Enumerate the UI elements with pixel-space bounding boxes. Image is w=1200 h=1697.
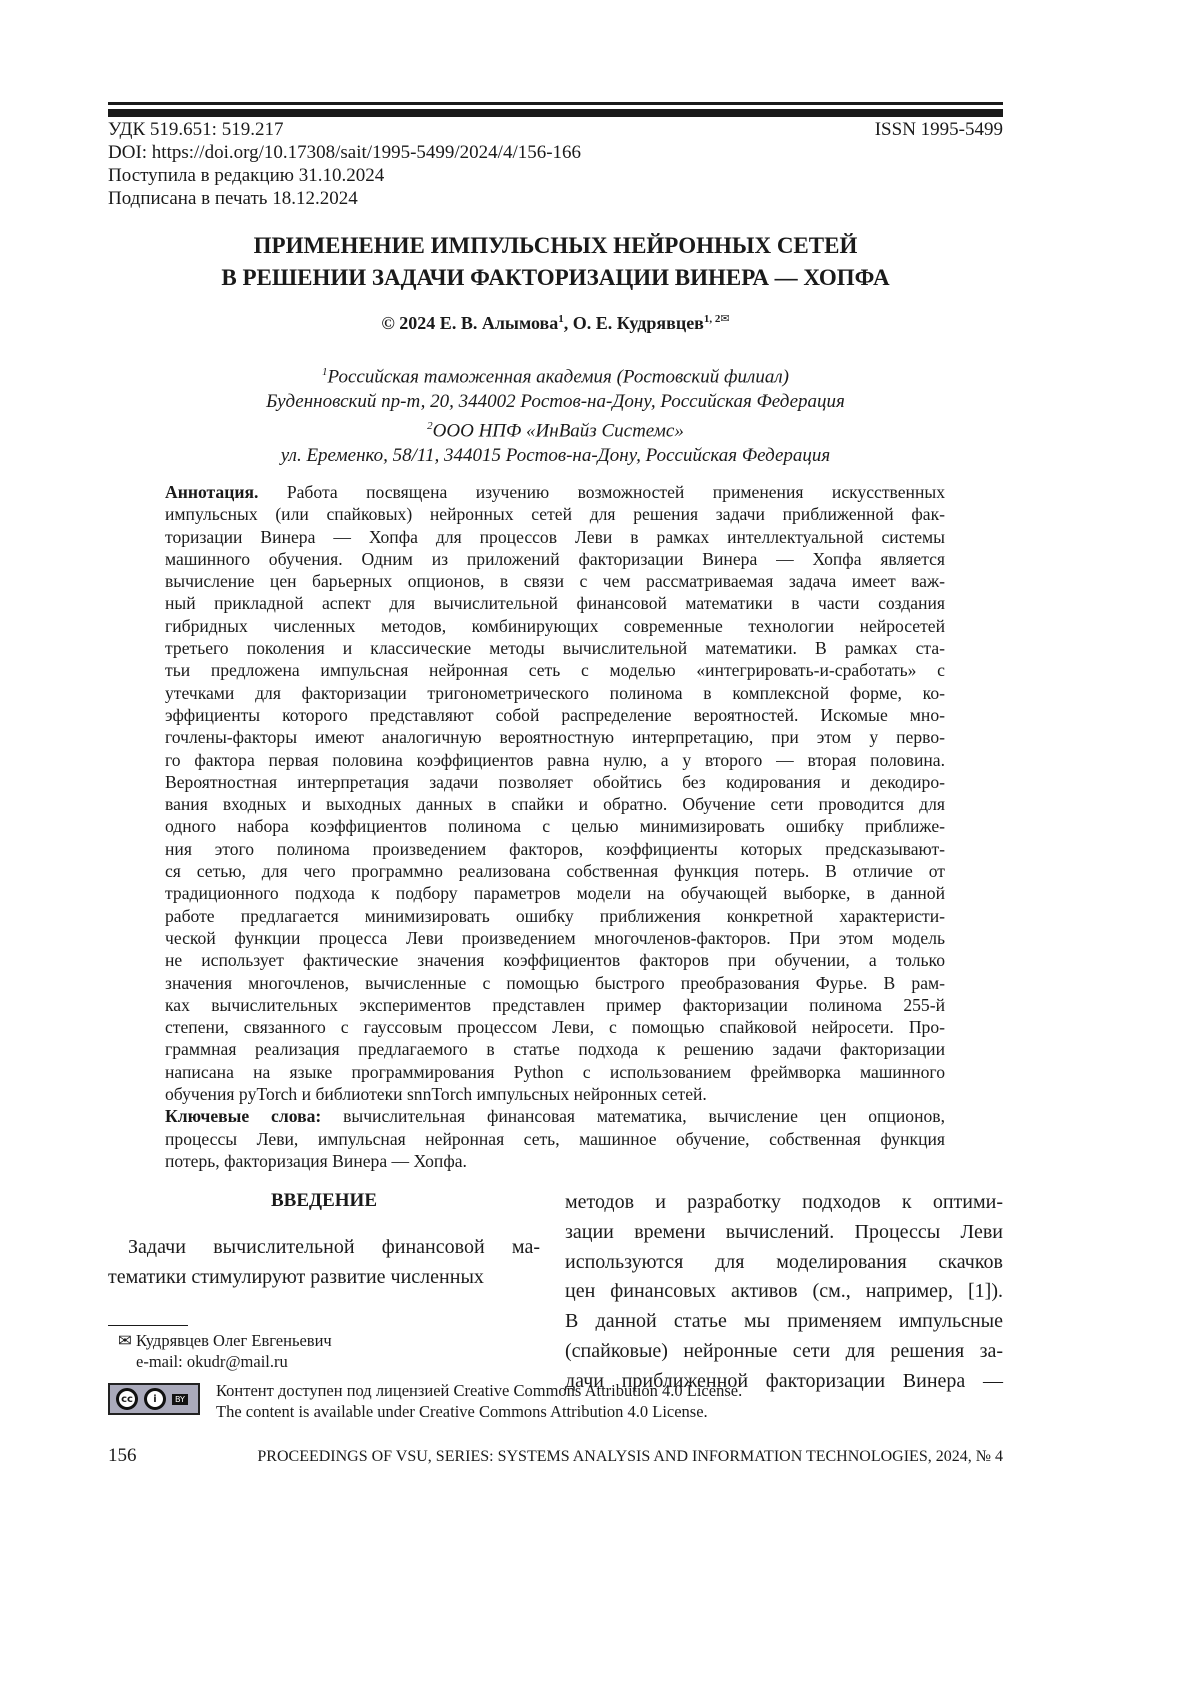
abstract-line	[165, 749, 945, 771]
license-text	[216, 1380, 742, 1422]
body-line: В данной статье мы применяем импульсные	[565, 1307, 1003, 1337]
abstract-text: Вероятностная интерпретация задачи позволяет обойтись без кодирования и декодиро-	[165, 772, 945, 792]
affiliation-ref: 1	[558, 313, 564, 325]
keywords-line	[165, 1128, 945, 1150]
abstract-text: значения многочленов, вычисленные с помощью быстрого преобразования Фурье. В рам-	[165, 973, 945, 993]
abstract-label: Аннотация.	[165, 482, 258, 502]
body-line: используются для моделирования скачков	[565, 1248, 1003, 1278]
abstract-text: ный прикладной аспект для вычислительной финансовой математики в части создания	[165, 593, 945, 613]
abstract-line	[165, 927, 945, 949]
abstract-text: обучения pyTorch и библиотеки snnTorch импульсных нейронных сетей.	[165, 1084, 707, 1104]
abstract-text: вания входных и выходных данных в спайки и обратно. Обучение сети проводится для	[165, 794, 945, 814]
doi-link[interactable]: DOI: https://doi.org/10.17308/sait/1995-5499/2024/4/156-166	[108, 141, 581, 164]
abstract-line	[165, 905, 945, 927]
body-line: (спайковые) нейронные сети для решения за-	[565, 1337, 1003, 1367]
license-en: The content is available under Creative Commons Attribution 4.0 License.	[216, 1401, 742, 1422]
abstract-line	[165, 592, 945, 614]
affiliation-text: Буденновский пр-т, 20, 344002 Ростов-на-Дону, Российская Федерация	[266, 391, 845, 412]
body-line: тематики стимулируют развитие численных	[108, 1263, 540, 1293]
affiliation-text: ООО НПФ «ИнВайз Системс»	[433, 421, 684, 442]
abstract-text: торизации Винера — Хопфа для процессов Леви в рамках интеллектуальной системы	[165, 527, 945, 547]
creative-commons-badge	[108, 1383, 200, 1415]
body-line: цен финансовых активов (см., например, [1]).	[565, 1277, 1003, 1307]
abstract-line	[165, 548, 945, 570]
abstract-text: ния этого полинома произведением факторов, коэффициенты которых предсказывают-	[165, 839, 945, 859]
abstract-text: тьи предложена импульсная нейронная сеть с моделью «интегрировать-и-сработать» с	[165, 660, 945, 680]
abstract-line	[165, 682, 945, 704]
journal-name: PROCEEDINGS OF VSU, SERIES: SYSTEMS ANALYSIS AND INFORMATION TECHNOLOGIES, 2024, № 4	[257, 1448, 1003, 1466]
affiliation-text: Российская таможенная академия (Ростовский филиал)	[328, 366, 789, 387]
abstract-line	[165, 1083, 945, 1105]
attribution-icon: i	[144, 1388, 166, 1410]
abstract-line	[165, 704, 945, 726]
keywords-label: Ключевые слова:	[165, 1106, 321, 1126]
cc-logo-icon: cc	[116, 1388, 138, 1410]
abstract-text: машинного обучения. Одним из приложений факторизации Винера — Хопфа является	[165, 549, 945, 569]
abstract-text: ках вычислительных экспериментов представлен пример факторизации полинома 255-й	[165, 995, 945, 1015]
affiliation-number: 2	[427, 420, 433, 432]
article-meta	[108, 118, 581, 210]
abstract-line	[165, 615, 945, 637]
abstract-line	[165, 994, 945, 1016]
abstract-line	[165, 659, 945, 681]
title-line: ПРИМЕНЕНИЕ ИМПУЛЬСНЫХ НЕЙРОННЫХ СЕТЕЙ	[108, 230, 1003, 262]
abstract-line	[165, 637, 945, 659]
keywords-text: вычислительная финансовая математика, вычисление цен опционов,	[321, 1106, 945, 1126]
udc: УДК 519.651: 519.217	[108, 118, 581, 141]
header-rule-thick	[108, 109, 1003, 117]
abstract-text: степени, связанного с гауссовым процессом Леви, с помощью спайковой нейросети. Про-	[165, 1017, 945, 1037]
license-ru: Контент доступен под лицензией Creative Commons Attribution 4.0 License.	[216, 1380, 742, 1401]
affiliations	[108, 360, 1003, 469]
abstract-line	[165, 1061, 945, 1083]
affiliation-text: ул. Еременко, 58/11, 344015 Ростов-на-Дону, Российская Федерация	[281, 445, 831, 466]
page-footer	[108, 1445, 1003, 1467]
affiliation-line	[108, 390, 1003, 415]
body-line: зации времени вычислений. Процессы Леви	[565, 1218, 1003, 1248]
abstract-line	[165, 1016, 945, 1038]
abstract-text: импульсных (или спайковых) нейронных сетей для решения задачи приближенной фак-	[165, 504, 945, 524]
author-2: , О. Е. Кудрявцев	[564, 313, 704, 333]
abstract-text: гочлены-факторы имеют аналогичную вероятностную интерпретацию, при этом у перво-	[165, 727, 945, 747]
abstract-line	[165, 860, 945, 882]
title-line: В РЕШЕНИИ ЗАДАЧИ ФАКТОРИЗАЦИИ ВИНЕРА — ХОПФА	[108, 262, 1003, 294]
footnote-rule	[108, 1325, 188, 1326]
abstract-line	[165, 726, 945, 748]
section-heading-introduction: ВВЕДЕНИЕ	[108, 1190, 540, 1212]
author-1: © 2024 Е. В. Алымова	[381, 313, 558, 333]
keywords-line	[165, 1105, 945, 1127]
abstract-line	[165, 503, 945, 525]
authors	[108, 312, 1003, 334]
affiliation-line	[108, 360, 1003, 390]
abstract-text: третьего поколения и классические методы вычислительной математики. В рамках ста-	[165, 638, 945, 658]
abstract-text: традиционного подхода к подбору параметров модели на обучающей выборке, в данной	[165, 883, 945, 903]
body-line: дачи приближенной факторизации Винера —	[565, 1367, 1003, 1397]
abstract-text: вычисление цен барьерных опционов, в связи с чем рассматриваемая задача имеет важ-	[165, 571, 945, 591]
keywords-text: процессы Леви, импульсная нейронная сеть, машинное обучение, собственная функция	[165, 1129, 945, 1149]
affiliation-line	[108, 444, 1003, 469]
article-title	[108, 230, 1003, 294]
abstract-text: утечками для факторизации тригонометрического полинома в комплексной форме, ко-	[165, 683, 945, 703]
affiliation-number: 1	[322, 366, 328, 378]
keywords-line	[165, 1150, 945, 1172]
issn: ISSN 1995-5499	[875, 118, 1003, 141]
abstract-line	[165, 771, 945, 793]
affiliation-line	[108, 414, 1003, 444]
abstract-line	[165, 838, 945, 860]
footnote-name: Кудрявцев Олег Евгеньевич	[136, 1331, 332, 1350]
abstract-text: го фактора первая половина коэффициентов равна нулю, а у второго — вторая половина.	[165, 750, 945, 770]
signed-date: Подписана в печать 18.12.2024	[108, 187, 581, 210]
abstract-line	[165, 882, 945, 904]
abstract-line	[165, 526, 945, 548]
abstract-text: не использует фактические значения коэффициентов факторов при обучении, а только	[165, 950, 945, 970]
header-rule-thin	[108, 102, 1003, 105]
abstract-text: гибридных численных методов, комбинирующих современные технологии нейросетей	[165, 616, 945, 636]
intro-left-column	[108, 1233, 540, 1293]
abstract-text: граммная реализация предлагаемого в статье подхода к решению задачи факторизации	[165, 1039, 945, 1059]
footnote-email[interactable]: e-mail: okudr@mail.ru	[118, 1351, 332, 1372]
envelope-icon: ✉	[118, 1331, 136, 1350]
abstract-text: работе предлагается минимизировать ошибку приближения конкретной характеристи-	[165, 906, 945, 926]
abstract-line	[165, 570, 945, 592]
abstract-line	[165, 972, 945, 994]
page-number: 156	[108, 1445, 137, 1467]
abstract-line	[165, 949, 945, 971]
body-line: методов и разработку подходов к оптими-	[565, 1188, 1003, 1218]
abstract	[165, 481, 945, 1172]
abstract-text: Работа посвящена изучению возможностей применения искусственных	[258, 482, 945, 502]
abstract-line	[165, 481, 945, 503]
abstract-text: одного набора коэффициентов полинома с целью минимизировать ошибку приближе-	[165, 816, 945, 836]
abstract-line	[165, 1038, 945, 1060]
abstract-text: эффициенты которого представляют собой распределение вероятностей. Искомые мно-	[165, 705, 945, 725]
abstract-line	[165, 793, 945, 815]
intro-right-column	[565, 1188, 1003, 1397]
abstract-text: написана на языке программирования Python с использованием фреймворка машинного	[165, 1062, 945, 1082]
affiliation-ref: 1, 2	[704, 313, 721, 325]
abstract-text: ческой функции процесса Леви произведением многочленов-факторов. При этом модель	[165, 928, 945, 948]
cc-by-label: BY	[172, 1394, 188, 1405]
corresponding-author-footnote	[118, 1330, 332, 1372]
envelope-icon: ✉	[720, 313, 729, 325]
abstract-text: ся сетью, для чего программно реализована собственная функция потерь. В отличие от	[165, 861, 945, 881]
abstract-line	[165, 815, 945, 837]
received-date: Поступила в редакцию 31.10.2024	[108, 164, 581, 187]
keywords-text: потерь, факторизация Винера — Хопфа.	[165, 1151, 467, 1171]
body-line: Задачи вычислительной финансовой ма-	[108, 1233, 540, 1263]
